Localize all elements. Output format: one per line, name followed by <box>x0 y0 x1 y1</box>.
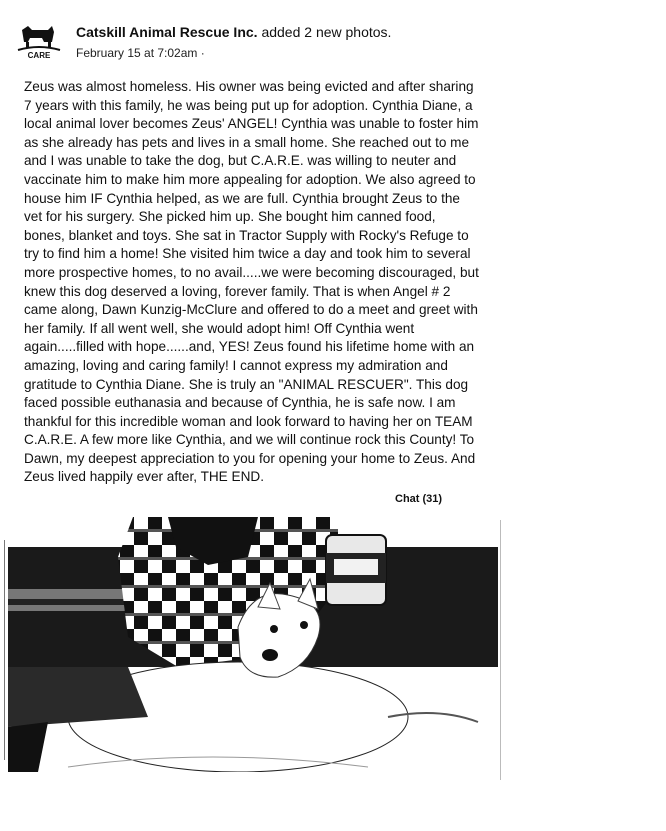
post-meta <box>76 46 205 60</box>
author-link[interactable]: Catskill Animal Rescue Inc. <box>76 24 258 40</box>
post-timestamp[interactable]: February 15 at 7:02am <box>76 46 198 60</box>
post-action: added 2 new photos. <box>257 24 392 40</box>
meta-separator: · <box>200 46 205 60</box>
dog-photo-image <box>8 517 498 772</box>
author-line <box>76 24 391 40</box>
scan-artifact <box>500 520 501 780</box>
scan-artifact <box>4 540 5 760</box>
page-logo[interactable] <box>14 20 64 60</box>
post-header <box>14 18 634 68</box>
post-body-text: Zeus was almost homeless. His owner was being evicted and after sharing 7 years with this family, he was being put up for adoption. Cynthia Diane, a local animal lover becomes Zeus' ANGEL! Cynthia was unable to foster him as she already has pets and lives in a small home. She reached out to me and I was unable to take the dog, but C.A.R.E. was willing to neuter and vaccinate him to make him more appealing for adoption. We also agreed to house him IF Cynthia helped, as we are full. Cynthia brought Zeus to the vet for his surgery. She picked him up. She bought him canned food, bones, blanket and toys. She sat in Tractor Supply with Rocky's Refuge to try to find him a home! She visited him twice a day and took him to several more prospective homes, to no avail.....we were becoming discouraged, but knew this dog deserved a loving, forever family. That is when Angel # 2 came along, Dawn Kunzig-McClure and offered to do a meet and greet with her family. If all went well, she would adopt him! Off Cynthia went again.....filled with hope......and, YES! Zeus found his lifetime home with an amazing, loving and caring family! I cannot express my admiration and gratitude to Cynthia Diane. She is truly an "ANIMAL RESCUER". This dog faced possible euthanasia and because of Cynthia, he is safe now. I am thankful for this incredible woman and look forward to having her on TEAM C.A.R.E. A few more like Cynthia, and we will continue rock this County! To Dawn, my deepest appreciation to you for opening your home to Zeus. And Zeus lived happily ever after, THE END. <box>24 79 479 485</box>
logo-text: CARE <box>27 51 51 60</box>
dog-logo-icon <box>14 20 64 60</box>
post-photo[interactable] <box>8 517 498 772</box>
chat-sidebar-button[interactable]: Chat (31) <box>395 493 443 505</box>
